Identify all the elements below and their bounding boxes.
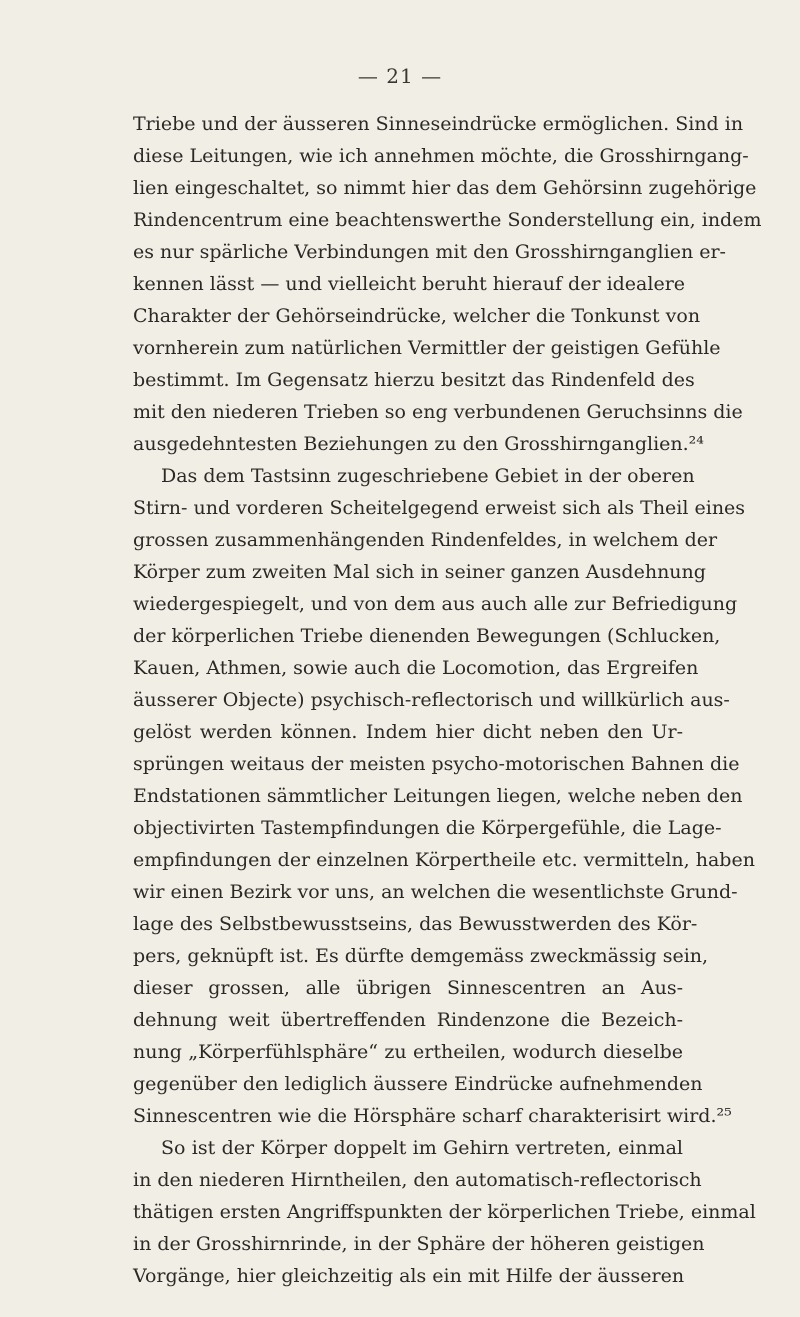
text-line: Triebe und der äusseren Sinneseindrücke ermöglichen. Sind in [133,113,744,135]
text-line: Vorgänge, hier gleichzeitig als ein mit Hilfe der äusseren [133,1265,685,1287]
text-line: Endstationen sämmtlicher Leitungen liegen, welche neben den [133,785,743,807]
text-line: Rindencentrum eine beachtenswerthe Sonderstellung ein, indem [133,209,762,231]
text-line: Sinnescentren wie die Hörsphäre scharf charakterisirt wird.²⁵ [133,1105,732,1127]
text-line: So ist der Körper doppelt im Gehirn vertreten, einmal [161,1137,683,1159]
text-line: Kauen, Athmen, sowie auch die Locomotion, das Ergreifen [133,657,699,679]
text-line: äusserer Objecte) psychisch-reflectorisch und willkürlich aus- [133,689,730,711]
text-line: in der Grosshirnrinde, in der Sphäre der höheren geistigen [133,1233,705,1255]
text-line: objectivirten Tastempfindungen die Körpergefühle, die Lage- [133,817,722,839]
text-line: kennen lässt — und vielleicht beruht hierauf der idealere [133,273,686,295]
text-line: pers, geknüpft ist. Es dürfte demgemäss zweckmässig sein, [133,945,709,967]
text-line: wir einen Bezirk vor uns, an welchen die wesentlichste Grund- [133,881,738,903]
text-line: mit den niederen Trieben so eng verbundenen Geruchsinns die [133,401,743,423]
body-text [133,108,762,1292]
text-line: in den niederen Hirntheilen, den automatisch-reflectorisch [133,1169,702,1191]
page-number: — 21 — [357,64,443,88]
text-line: ausgedehntesten Beziehungen zu den Grosshirnganglien.²⁴ [133,433,704,455]
text-line: wiedergespiegelt, und von dem aus auch alle zur Befriedigung [133,593,738,615]
text-line: vornherein zum natürlichen Vermittler der geistigen Gefühle [133,337,721,359]
text-line: bestimmt. Im Gegensatz hierzu besitzt das Rindenfeld des [133,369,695,391]
text-line: diese Leitungen, wie ich annehmen möchte, die Grosshirngang- [133,145,749,167]
text-line: lien eingeschaltet, so nimmt hier das dem Gehörsinn zugehörige [133,177,757,199]
text-line: empfindungen der einzelnen Körpertheile etc. vermitteln, haben [133,849,755,871]
text-line: gelöst werden können. Indem hier dicht neben den Ur- [133,721,683,743]
text-line: nung „Körperfühlsphäre“ zu ertheilen, wodurch dieselbe [133,1041,683,1063]
text-line: sprüngen weitaus der meisten psycho-motorischen Bahnen die [133,753,740,775]
text-line: es nur spärliche Verbindungen mit den Grosshirnganglien er- [133,241,726,263]
text-line: der körperlichen Triebe dienenden Bewegungen (Schlucken, [133,625,721,647]
text-line: dieser grossen, alle übrigen Sinnescentren an Aus- [133,977,683,999]
text-line: Körper zum zweiten Mal sich in seiner ganzen Ausdehnung [133,561,706,583]
text-line: grossen zusammenhängenden Rindenfeldes, in welchem der [133,529,718,551]
text-line: lage des Selbstbewusstseins, das Bewusstwerden des Kör- [133,913,698,935]
text-line: Stirn- und vorderen Scheitelgegend erweist sich als Theil eines [133,497,746,519]
text-line: dehnung weit übertreffenden Rindenzone die Bezeich- [133,1009,683,1031]
text-line: thätigen ersten Angriffspunkten der körperlichen Triebe, einmal [133,1201,756,1223]
text-line: gegenüber den lediglich äussere Eindrücke aufnehmenden [133,1073,703,1095]
text-line: Das dem Tastsinn zugeschriebene Gebiet in der oberen [161,465,695,487]
text-line: Charakter der Gehörseindrücke, welcher die Tonkunst von [133,305,701,327]
